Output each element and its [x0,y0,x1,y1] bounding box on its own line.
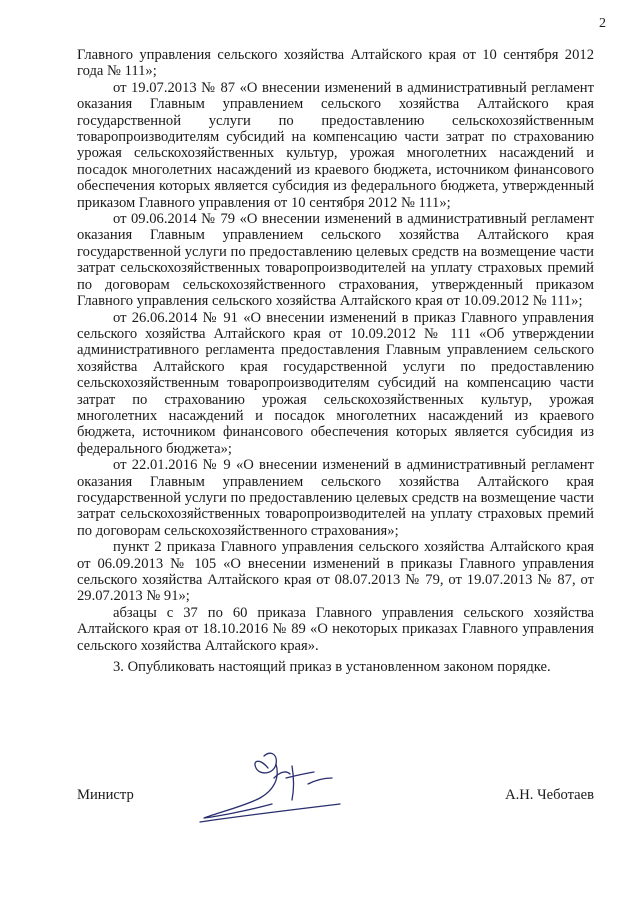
signature-block [77,787,594,807]
item-3-publish: 3. Опубликовать настоящий приказ в установленном законом порядке. [113,659,551,676]
paragraph-order-89: абзацы с 37 по 60 приказа Главного управления сельского хозяйства Алтайского края от 18.10.2016 № 89 «О некоторых приказах Главного управления сельского хозяйства Алтайского края». [77,604,594,654]
document-body [77,47,594,675]
paragraph-continuation: Главного управления сельского хозяйства Алтайского края от 10 сентября 2012 года № 111»; [77,47,594,80]
paragraph-order-91: от 26.06.2014 № 91 «О внесении изменений в приказ Главного управления сельского хозяйства Алтайского края от 10.09.2012 № 111 «Об утверждении административного регламента предоставления Главным управлением сельского хозяйства Алтайского края государственной услуги по предоставлению сельскохозяйственным товаропроизводителям субсидий на компенсацию части затрат по страхованию урожая сельскохозяйственных культур, урожая многолетних насаждений и посадок многолетних насаждений из краевого бюджета, источником финансового обеспечения которых является субсидия из федерального бюджета»; [77,309,594,457]
page-number: 2 [599,16,606,31]
signatory-name: А.Н. Чеботаев [505,787,594,803]
signatory-title: Министр [77,787,134,803]
paragraph-order-79: от 09.06.2014 № 79 «О внесении изменений в административный регламент оказания Главным управлением сельского хозяйства Алтайского края государственной услуги по предоставлению целевых средств на возмещение части затрат сельскохозяйственных товаропроизводителей на уплату страховых премий по договорам сельскохозяйственного страхования, утвержденный приказом Главного управления сельского хозяйства Алтайского края от 10.09.2012 № 111»; [77,211,594,310]
paragraph-order-105: пункт 2 приказа Главного управления сельского хозяйства Алтайского края от 06.09.2013 № 105 «О внесении изменений в приказы Главного управления сельского хозяйства Алтайского края от 08.07.2013 № 79, от 19.07.2013 № 87, от 29.07.2013 № 91»; [77,539,594,605]
paragraph-order-87: от 19.07.2013 № 87 «О внесении изменений в административный регламент оказания Главным управлением сельского хозяйства Алтайского края государственной услуги по предоставлению сельскохозяйственным товаропроизводителям субсидий на компенсацию части затрат по страхованию урожая сельскохозяйственных культур, урожая многолетних насаждений и посадок многолетних насаждений из краевого бюджета, источником финансового обеспечения которых является субсидия из федерального бюджета, утвержденный приказом Главного управления от 10 сентября 2012 № 111»; [77,79,594,211]
paragraph-order-9: от 22.01.2016 № 9 «О внесении изменений в административный регламент оказания Главным управлением сельского хозяйства Алтайского края государственной услуги по предоставлению целевых средств на возмещение части затрат сельскохозяйственных товаропроизводителей на уплату страховых премий по договорам сельскохозяйственного страхования»; [77,457,594,539]
